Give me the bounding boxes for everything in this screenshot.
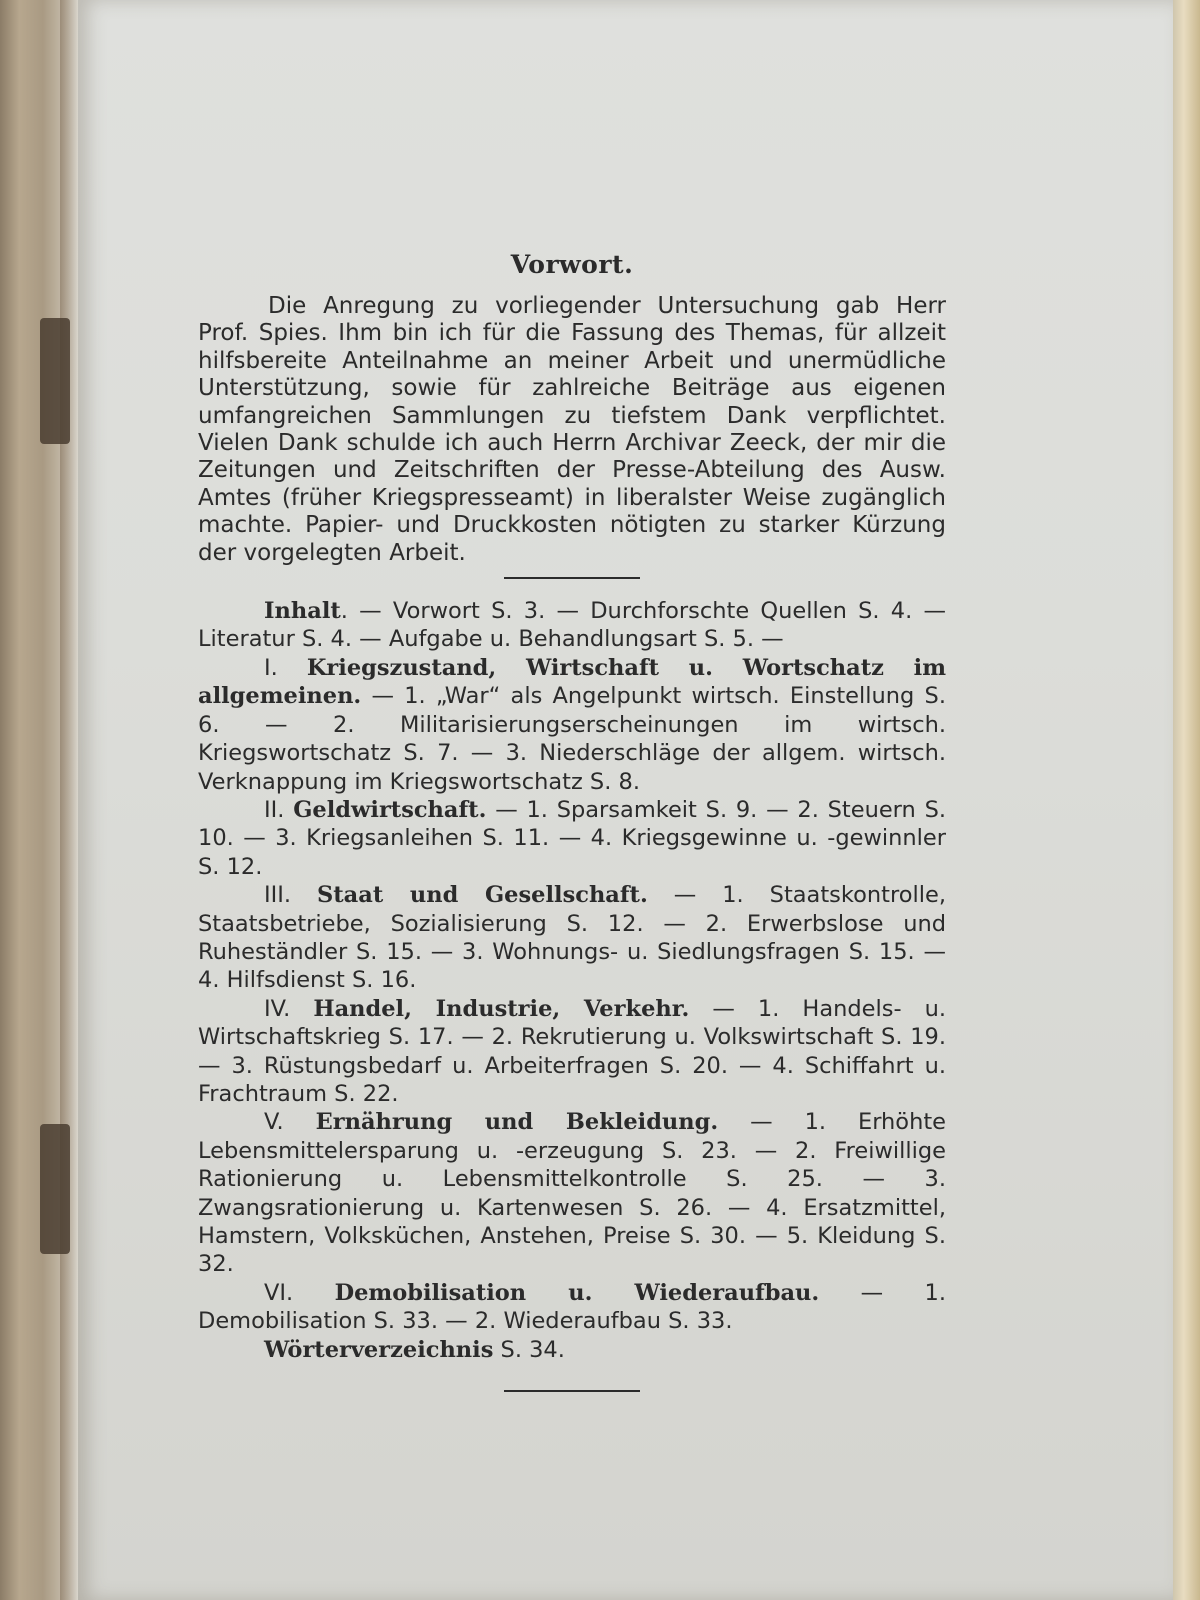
toc-entry-text: — 1. Handels- u. Wirtschaftskrieg S. 17. — 2. Rekrutierung u. Volkswirtschaft S. 19. — 3. Rüstungsbedarf u. Arbeiterfragen S. 20. — 4. Schiffahrt u. Frachtraum S. 22. [198,995,947,1107]
toc-entry-label: Wörterverzeichnis [264,1336,494,1363]
toc-numeral: V. [264,1109,284,1136]
section-divider [504,577,640,579]
toc-entry-label: Inhalt [264,598,341,625]
page-edge-right [1173,0,1200,1600]
toc-entry-chapter-6 [198,1279,946,1336]
toc-entry-text: — 1. Sparsamkeit S. 9. — 2. Steuern S. 10. — 3. Kriegsanleihen S. 11. — 4. Kriegsgewinne u. -gewinnler S. 12. [198,796,947,880]
closing-divider [504,1390,640,1392]
toc-entry-chapter-5 [198,1108,946,1278]
toc-entry-label: Demobilisation u. Wiederaufbau. [334,1279,820,1306]
toc-entry-label: Kriegszustand, Wirtschaft u. Wortschatz im allgemeinen. [198,654,946,710]
page-content [198,250,946,1392]
toc-numeral: I. [264,654,278,681]
toc-numeral: III. [264,882,292,909]
table-of-contents [198,597,946,1364]
toc-entry-text: S. 34. [500,1336,565,1363]
toc-entry-chapter-4 [198,995,946,1109]
preface-text: Die Anregung zu vorliegender Untersuchung gab Herr Prof. Spies. Ihm bin ich für die Fassung des Themas, für allzeit hilfsbereite Anteilnahme an meiner Arbeit und unermüdliche Unterstützung, sowie für zahlreiche Beiträge aus eigenen umfangreichen Sammlungen zu tiefstem Dank verpflichtet. Vielen Dank schulde ich auch Herrn Archivar Zeeck, der mir die Zeitungen und Zeitschriften der Presse-Abteilung des Ausw. Amtes (früher Kriegspresseamt) in liberalster Weise zugänglich machte. Papier- und Druckkosten nötigten zu starker Kürzung der vorgelegten Arbeit. [198,293,946,566]
binding-tear-top [40,318,70,444]
preface-heading: Vorwort. [510,250,634,279]
toc-entry-label: Ernährung und Bekleidung. [315,1109,719,1136]
toc-entry-text: — 1. Staatskontrolle, Staatsbetriebe, Sozialisierung S. 12. — 2. Erwerbslose und Ruheständler S. 15. — 3. Wohnungs- u. Siedlungsfragen S. 15. — 4. Hilfsdienst S. 16. [198,882,946,994]
toc-entry-label: Staat und Gesellschaft. [317,882,648,909]
toc-entry-index [198,1336,946,1364]
toc-entry-label: Handel, Industrie, Verkehr. [313,995,690,1022]
toc-entry-text: — 1. Demobilisation S. 33. — 2. Wiederaufbau S. 33. [198,1279,946,1335]
toc-entry-chapter-3 [198,881,946,995]
toc-entry-inhalt [198,597,946,654]
toc-entry-text: — 1. Erhöhte Lebensmittelersparung u. -erzeugung S. 23. — 2. Freiwillige Rationierung u. Lebensmittelkontrolle S. 25. — 3. Zwangsrationierung u. Kartenwesen S. 26. — 4. Ersatzmittel, Hamstern, Volksküchen, Anstehen, Preise S. 30. — 5. Kleidung S. 32. [198,1109,947,1278]
toc-entry-text: — 1. „War“ als Angelpunkt wirtsch. Einstellung S. 6. — 2. Militarisierungserscheinungen im wirtsch. Kriegswortschatz S. 7. — 3. Niederschläge der allgem. wirtsch. Verknappung im Kriegswortschatz S. 8. [198,683,946,795]
toc-numeral: IV. [264,995,291,1022]
toc-entry-chapter-1 [198,654,946,796]
toc-entry-chapter-2 [198,796,946,881]
toc-entry-text: . — Vorwort S. 3. — Durchforschte Quellen S. 4. — Literatur S. 4. — Aufgabe u. Behandlungsart S. 5. — [198,598,946,653]
toc-numeral: VI. [264,1279,294,1306]
toc-numeral: II. [264,796,285,823]
spine-shadow [60,0,78,1600]
binding-tear-bottom [40,1124,70,1254]
toc-entry-label: Geldwirtschaft. [293,796,487,823]
